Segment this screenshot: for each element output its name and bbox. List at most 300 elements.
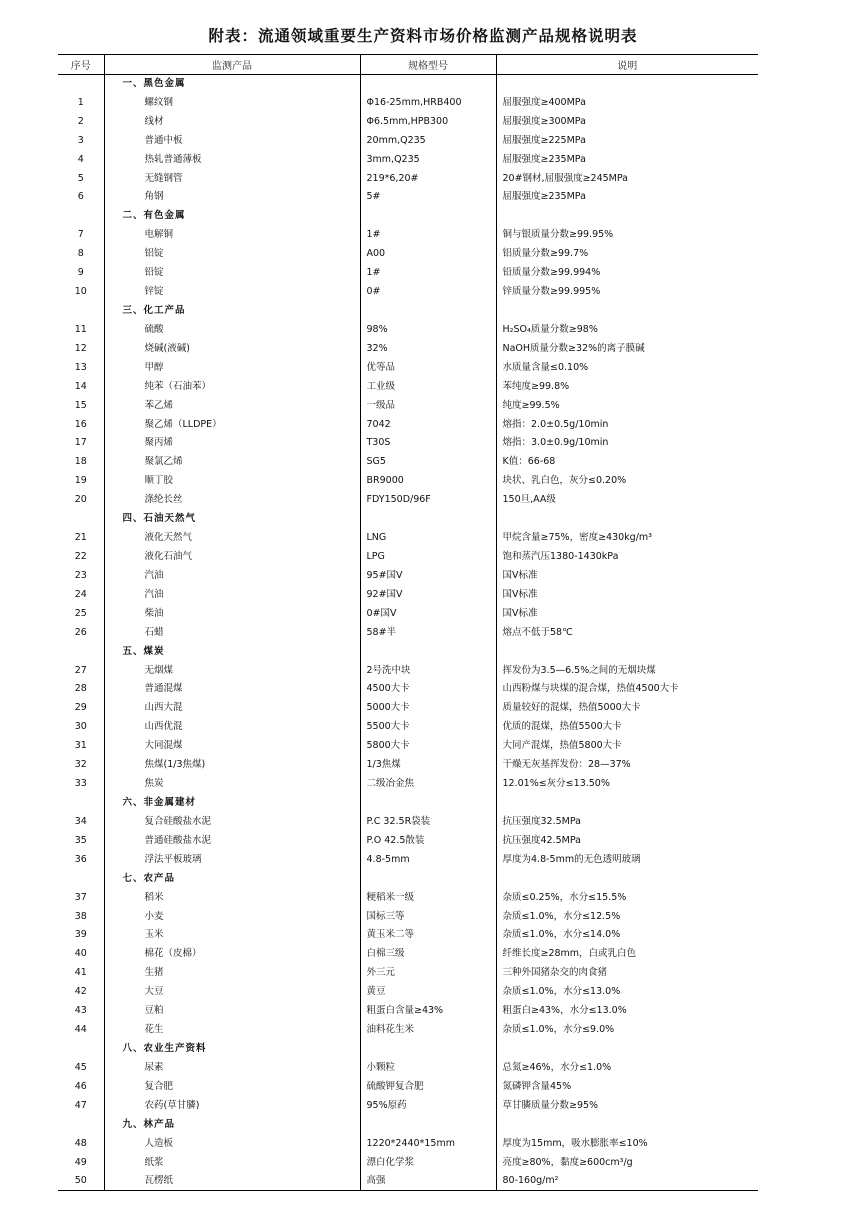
spec-value: 4500大卡 (360, 680, 496, 699)
spec-value: 32% (360, 339, 496, 358)
description: 12.01%≤灰分≤13.50% (496, 775, 758, 794)
header-no: 序号 (58, 55, 104, 75)
row-number: 6 (77, 191, 84, 203)
category-name: 六、非金属建材 (104, 794, 360, 813)
row-number: 27 (74, 664, 87, 676)
spec-value: 3mm,Q235 (360, 150, 496, 169)
spec-value: 5800大卡 (360, 737, 496, 756)
category-number-cell (58, 794, 104, 813)
row-number: 16 (74, 418, 87, 430)
description: 屈服强度≥235MPa (496, 150, 758, 169)
table-row (58, 1002, 758, 1021)
table-row (58, 472, 758, 491)
table-row (58, 756, 758, 775)
category-spec-cell (360, 1115, 496, 1134)
category-spec-cell (360, 794, 496, 813)
row-number: 35 (74, 834, 87, 846)
product-name: 汽油 (104, 566, 360, 585)
description: 杂质≤1.0%，水分≤14.0% (496, 926, 758, 945)
row-number: 28 (74, 683, 87, 695)
product-name: 复合肥 (104, 1077, 360, 1096)
row-number: 44 (74, 1024, 87, 1036)
product-name: 硫酸 (104, 320, 360, 339)
spec-value: T30S (360, 434, 496, 453)
description: 优质的混煤，热值5500大卡 (496, 718, 758, 737)
row-number: 4 (77, 153, 84, 165)
description: 铜与银质量分数≥99.95% (496, 226, 758, 245)
row-number: 18 (74, 456, 87, 468)
row-number: 42 (74, 986, 87, 998)
row-number: 15 (74, 399, 87, 411)
row-number: 40 (74, 948, 87, 960)
product-name: 普通中板 (104, 131, 360, 150)
product-name: 山西大混 (104, 699, 360, 718)
table-row (58, 548, 758, 567)
description: 厚度为4.8-5mm的无色透明玻璃 (496, 850, 758, 869)
row-number: 37 (74, 891, 87, 903)
description: 屈服强度≥400MPa (496, 93, 758, 112)
product-name: 花生 (104, 1021, 360, 1040)
spec-value: 5# (360, 188, 496, 207)
row-number: 32 (74, 759, 87, 771)
spec-value: LPG (360, 548, 496, 567)
row-number: 38 (74, 910, 87, 922)
category-desc-cell (496, 302, 758, 321)
table-row (58, 718, 758, 737)
spec-value: P.O 42.5散装 (360, 831, 496, 850)
spec-value: 5500大卡 (360, 718, 496, 737)
spec-value: 1# (360, 264, 496, 283)
category-name: 四、石油天然气 (104, 510, 360, 529)
table-row (58, 945, 758, 964)
table-row (58, 150, 758, 169)
row-number: 23 (74, 569, 87, 581)
description: 饱和蒸汽压1380-1430kPa (496, 548, 758, 567)
category-number-cell (58, 302, 104, 321)
table-row (58, 188, 758, 207)
spec-value: 98% (360, 320, 496, 339)
description: 熔指：2.0±0.5g/10min (496, 415, 758, 434)
category-name: 八、农业生产资料 (104, 1040, 360, 1059)
product-name: 电解铜 (104, 226, 360, 245)
category-spec-cell (360, 642, 496, 661)
table-row (58, 812, 758, 831)
description: 杂质≤0.25%，水分≤15.5% (496, 888, 758, 907)
spec-value: 219*6,20# (360, 169, 496, 188)
spec-value: Φ6.5mm,HPB300 (360, 112, 496, 131)
row-number: 50 (58, 1172, 104, 1191)
description: 粗蛋白≥43%，水分≤13.0% (496, 1002, 758, 1021)
product-name: 聚丙烯 (104, 434, 360, 453)
row-number: 14 (74, 380, 87, 392)
table-row (58, 1077, 758, 1096)
header-product: 监测产品 (104, 55, 360, 75)
category-spec-cell (360, 302, 496, 321)
description: 三种外国猪杂交的肉食猪 (496, 964, 758, 983)
table-row (58, 396, 758, 415)
row-number: 34 (74, 815, 87, 827)
row-number: 31 (74, 740, 87, 752)
spec-value: 黄豆 (360, 983, 496, 1002)
row-number: 22 (74, 551, 87, 562)
page-title: 附表：流通领域重要生产资料市场价格监测产品规格说明表 (208, 26, 638, 45)
row-number: 2 (77, 115, 84, 127)
row-number: 48 (74, 1137, 87, 1149)
description: 20#钢材,屈服强度≥245MPa (496, 169, 758, 188)
description: 铅质量分数≥99.994% (496, 264, 758, 283)
product-name: 甲醇 (104, 358, 360, 377)
product-name: 普通混煤 (104, 680, 360, 699)
description: 甲烷含量≥75%，密度≥430kg/m³ (496, 529, 758, 548)
description: 国Ⅴ标准 (496, 604, 758, 623)
spec-value: 0#国Ⅴ (360, 604, 496, 623)
category-row (58, 642, 758, 661)
product-name: 铅锭 (104, 264, 360, 283)
product-name: 顺丁胶 (104, 472, 360, 491)
table-row (58, 1134, 758, 1153)
table-row (58, 737, 758, 756)
product-name: 瓦楞纸 (104, 1172, 360, 1191)
header-desc: 说明 (496, 55, 758, 75)
spec-value: 工业级 (360, 377, 496, 396)
category-spec-cell (360, 869, 496, 888)
row-number: 29 (74, 702, 87, 714)
spec-value: 二级冶金焦 (360, 775, 496, 794)
product-name: 液化石油气 (104, 548, 360, 567)
row-number: 9 (77, 267, 84, 279)
product-name: 角钢 (104, 188, 360, 207)
table-row (58, 680, 758, 699)
row-number: 46 (74, 1080, 87, 1092)
table-row (58, 983, 758, 1002)
description: 国Ⅴ标准 (496, 585, 758, 604)
table-row (58, 1096, 758, 1115)
table-body (58, 75, 758, 1191)
table-row (58, 264, 758, 283)
table-row (58, 226, 758, 245)
description: 杂质≤1.0%，水分≤9.0% (496, 1021, 758, 1040)
row-number: 33 (74, 778, 87, 790)
spec-value: SG5 (360, 453, 496, 472)
table-row (58, 358, 758, 377)
product-name: 液化天然气 (104, 529, 360, 548)
category-row (58, 1115, 758, 1134)
table-row (58, 566, 758, 585)
product-name: 焦炭 (104, 775, 360, 794)
table-row (58, 112, 758, 131)
table-row (58, 339, 758, 358)
row-number: 41 (74, 967, 87, 979)
product-name: 稻米 (104, 888, 360, 907)
product-name: 石蜡 (104, 623, 360, 642)
category-row (58, 302, 758, 321)
product-name: 聚乙烯（LLDPE） (104, 415, 360, 434)
spec-value: 4.8-5mm (360, 850, 496, 869)
category-desc-cell (496, 207, 758, 226)
row-number: 10 (74, 286, 87, 298)
spec-value: FDY150D/96F (360, 491, 496, 510)
product-name: 锌锭 (104, 283, 360, 302)
category-number-cell (58, 510, 104, 529)
description: 挥发份为3.5—6.5%之间的无烟块煤 (496, 661, 758, 680)
description: 草甘膦质量分数≥95% (496, 1096, 758, 1115)
table-row (58, 415, 758, 434)
row-number: 47 (74, 1099, 87, 1111)
description: 铝质量分数≥99.7% (496, 245, 758, 264)
product-name: 普通硅酸盐水泥 (104, 831, 360, 850)
category-spec-cell (360, 75, 496, 94)
spec-value: 小颗粒 (360, 1058, 496, 1077)
row-number: 49 (74, 1156, 87, 1168)
table-row (58, 585, 758, 604)
category-spec-cell (360, 207, 496, 226)
row-number: 45 (74, 1061, 87, 1073)
description: 干燥无灰基挥发份：28—37% (496, 756, 758, 775)
category-name: 五、煤炭 (104, 642, 360, 661)
description: K值：66-68 (496, 453, 758, 472)
table-row (58, 699, 758, 718)
table-row (58, 434, 758, 453)
spec-value: 黄玉米二等 (360, 926, 496, 945)
category-row (58, 869, 758, 888)
product-name: 浮法平板玻璃 (104, 850, 360, 869)
table-row (58, 1058, 758, 1077)
table-row (58, 1172, 758, 1191)
row-number: 11 (74, 323, 87, 335)
table-row (58, 775, 758, 794)
spec-value: 0# (360, 283, 496, 302)
table-row (58, 377, 758, 396)
description: 熔点不低于58℃ (496, 623, 758, 642)
table-row (58, 831, 758, 850)
product-name: 人造板 (104, 1134, 360, 1153)
table-row (58, 850, 758, 869)
table-row (58, 169, 758, 188)
product-name: 豆粕 (104, 1002, 360, 1021)
spec-value: 58#半 (360, 623, 496, 642)
category-desc-cell (496, 510, 758, 529)
category-desc-cell (496, 869, 758, 888)
category-row (58, 510, 758, 529)
product-name: 苯乙烯 (104, 396, 360, 415)
spec-value: 92#国Ⅴ (360, 585, 496, 604)
category-name: 一、黑色金属 (104, 75, 360, 94)
description: 抗压强度32.5MPa (496, 812, 758, 831)
spec-value: Φ16-25mm,HRB400 (360, 93, 496, 112)
spec-value: 20mm,Q235 (360, 131, 496, 150)
category-desc-cell (496, 1040, 758, 1059)
description: 水质量含量≤0.10% (496, 358, 758, 377)
spec-value: 95%原药 (360, 1096, 496, 1115)
spec-value: 外三元 (360, 964, 496, 983)
spec-value: 2号洗中块 (360, 661, 496, 680)
description: 块状、乳白色，灰分≤0.20% (496, 472, 758, 491)
category-name: 二、有色金属 (104, 207, 360, 226)
category-row (58, 1040, 758, 1059)
table-row (58, 661, 758, 680)
description: NaOH质量分数≥32%的离子膜碱 (496, 339, 758, 358)
product-name: 聚氯乙烯 (104, 453, 360, 472)
description: 总氮≥46%，水分≤1.0% (496, 1058, 758, 1077)
spec-value: 油料花生米 (360, 1021, 496, 1040)
description: 大同产混煤，热值5800大卡 (496, 737, 758, 756)
spec-value: 1# (360, 226, 496, 245)
product-name: 纯苯（石油苯） (104, 377, 360, 396)
spec-value: 5000大卡 (360, 699, 496, 718)
description: 锌质量分数≥99.995% (496, 283, 758, 302)
category-name: 九、林产品 (104, 1115, 360, 1134)
spec-value: A00 (360, 245, 496, 264)
row-number: 20 (74, 494, 87, 506)
spec-value: 1220*2440*15mm (360, 1134, 496, 1153)
product-name: 复合硅酸盐水泥 (104, 812, 360, 831)
spec-value: 硫酸钾复合肥 (360, 1077, 496, 1096)
table-row (58, 93, 758, 112)
category-number-cell (58, 869, 104, 888)
description: 杂质≤1.0%，水分≤13.0% (496, 983, 758, 1002)
row-number: 1 (77, 96, 84, 108)
table-row (58, 320, 758, 339)
product-name: 柴油 (104, 604, 360, 623)
table-header-row (58, 55, 758, 75)
category-spec-cell (360, 510, 496, 529)
category-number-cell (58, 642, 104, 661)
category-row (58, 75, 758, 94)
category-row (58, 794, 758, 813)
row-number: 19 (74, 475, 87, 487)
spec-value: 95#国Ⅴ (360, 566, 496, 585)
spec-value: LNG (360, 529, 496, 548)
header-spec: 规格型号 (360, 55, 496, 75)
spec-table-container (58, 54, 758, 1191)
product-name: 铝锭 (104, 245, 360, 264)
table-row (58, 1021, 758, 1040)
table-row (58, 453, 758, 472)
table-row (58, 926, 758, 945)
category-desc-cell (496, 794, 758, 813)
description: 苯纯度≥99.8% (496, 377, 758, 396)
spec-value: 国标三等 (360, 907, 496, 926)
category-number-cell (58, 207, 104, 226)
product-name: 农药(草甘膦) (104, 1096, 360, 1115)
category-desc-cell (496, 642, 758, 661)
row-number: 5 (77, 172, 84, 184)
description: 厚度为15mm，吸水膨胀率≤10% (496, 1134, 758, 1153)
description: 质量较好的混煤，热值5000大卡 (496, 699, 758, 718)
description: 纤维长度≥28mm，白或乳白色 (496, 945, 758, 964)
row-number: 24 (74, 588, 87, 600)
row-number: 12 (74, 342, 87, 354)
description: 杂质≤1.0%，水分≤12.5% (496, 907, 758, 926)
category-number-cell (58, 1115, 104, 1134)
spec-value: 粗蛋白含量≥43% (360, 1002, 496, 1021)
category-spec-cell (360, 1040, 496, 1059)
table-row (58, 604, 758, 623)
category-number-cell (58, 75, 104, 94)
product-name: 大同混煤 (104, 737, 360, 756)
description: 抗压强度42.5MPa (496, 831, 758, 850)
row-number: 25 (74, 607, 87, 619)
spec-table (58, 54, 758, 1191)
product-name: 螺纹钢 (104, 93, 360, 112)
spec-value: 一级品 (360, 396, 496, 415)
row-number: 26 (74, 626, 87, 638)
product-name: 小麦 (104, 907, 360, 926)
description: 山西粉煤与块煤的混合煤，热值4500大卡 (496, 680, 758, 699)
description: 150旦,AA级 (496, 491, 758, 510)
table-row (58, 1153, 758, 1172)
row-number: 17 (74, 437, 87, 449)
category-number-cell (58, 1040, 104, 1059)
category-row (58, 207, 758, 226)
product-name: 热轧普通薄板 (104, 150, 360, 169)
row-number: 43 (74, 1005, 87, 1017)
spec-value: 高强 (360, 1172, 496, 1191)
product-name: 玉米 (104, 926, 360, 945)
description: 纯度≥99.5% (496, 396, 758, 415)
description: 熔指：3.0±0.9g/10min (496, 434, 758, 453)
category-name: 七、农产品 (104, 869, 360, 888)
description: 80-160g/m² (496, 1172, 758, 1191)
table-row (58, 245, 758, 264)
table-row (58, 529, 758, 548)
product-name: 汽油 (104, 585, 360, 604)
row-number: 8 (77, 248, 84, 260)
category-desc-cell (496, 1115, 758, 1134)
description: H₂SO₄质量分数≥98% (496, 320, 758, 339)
product-name: 烧碱(液碱) (104, 339, 360, 358)
product-name: 大豆 (104, 983, 360, 1002)
spec-value: 7042 (360, 415, 496, 434)
category-desc-cell (496, 75, 758, 94)
table-row (58, 964, 758, 983)
table-row (58, 623, 758, 642)
row-number: 39 (74, 929, 87, 941)
product-name: 无缝钢管 (104, 169, 360, 188)
spec-value: 1/3焦煤 (360, 756, 496, 775)
product-name: 线材 (104, 112, 360, 131)
description: 亮度≥80%，黏度≥600cm³/g (496, 1153, 758, 1172)
product-name: 涤纶长丝 (104, 491, 360, 510)
spec-value: BR9000 (360, 472, 496, 491)
product-name: 尿素 (104, 1058, 360, 1077)
description: 屈服强度≥225MPa (496, 131, 758, 150)
product-name: 棉花（皮棉） (104, 945, 360, 964)
description: 国Ⅴ标准 (496, 566, 758, 585)
product-name: 无烟煤 (104, 661, 360, 680)
product-name: 山西优混 (104, 718, 360, 737)
row-number: 13 (74, 361, 87, 373)
description: 氮磷钾含量45% (496, 1077, 758, 1096)
product-name: 生猪 (104, 964, 360, 983)
description: 屈服强度≥235MPa (496, 188, 758, 207)
category-name: 三、化工产品 (104, 302, 360, 321)
table-row (58, 283, 758, 302)
row-number: 36 (74, 853, 87, 865)
spec-value: 粳稻米一级 (360, 888, 496, 907)
row-number: 7 (77, 229, 84, 241)
spec-value: 漂白化学浆 (360, 1153, 496, 1172)
row-number: 30 (74, 721, 87, 733)
description: 屈服强度≥300MPa (496, 112, 758, 131)
row-number: 3 (77, 134, 84, 146)
table-row (58, 491, 758, 510)
spec-value: 优等品 (360, 358, 496, 377)
row-number: 21 (74, 532, 87, 544)
product-name: 焦煤(1/3焦煤) (104, 756, 360, 775)
table-row (58, 888, 758, 907)
spec-value: 白棉三级 (360, 945, 496, 964)
